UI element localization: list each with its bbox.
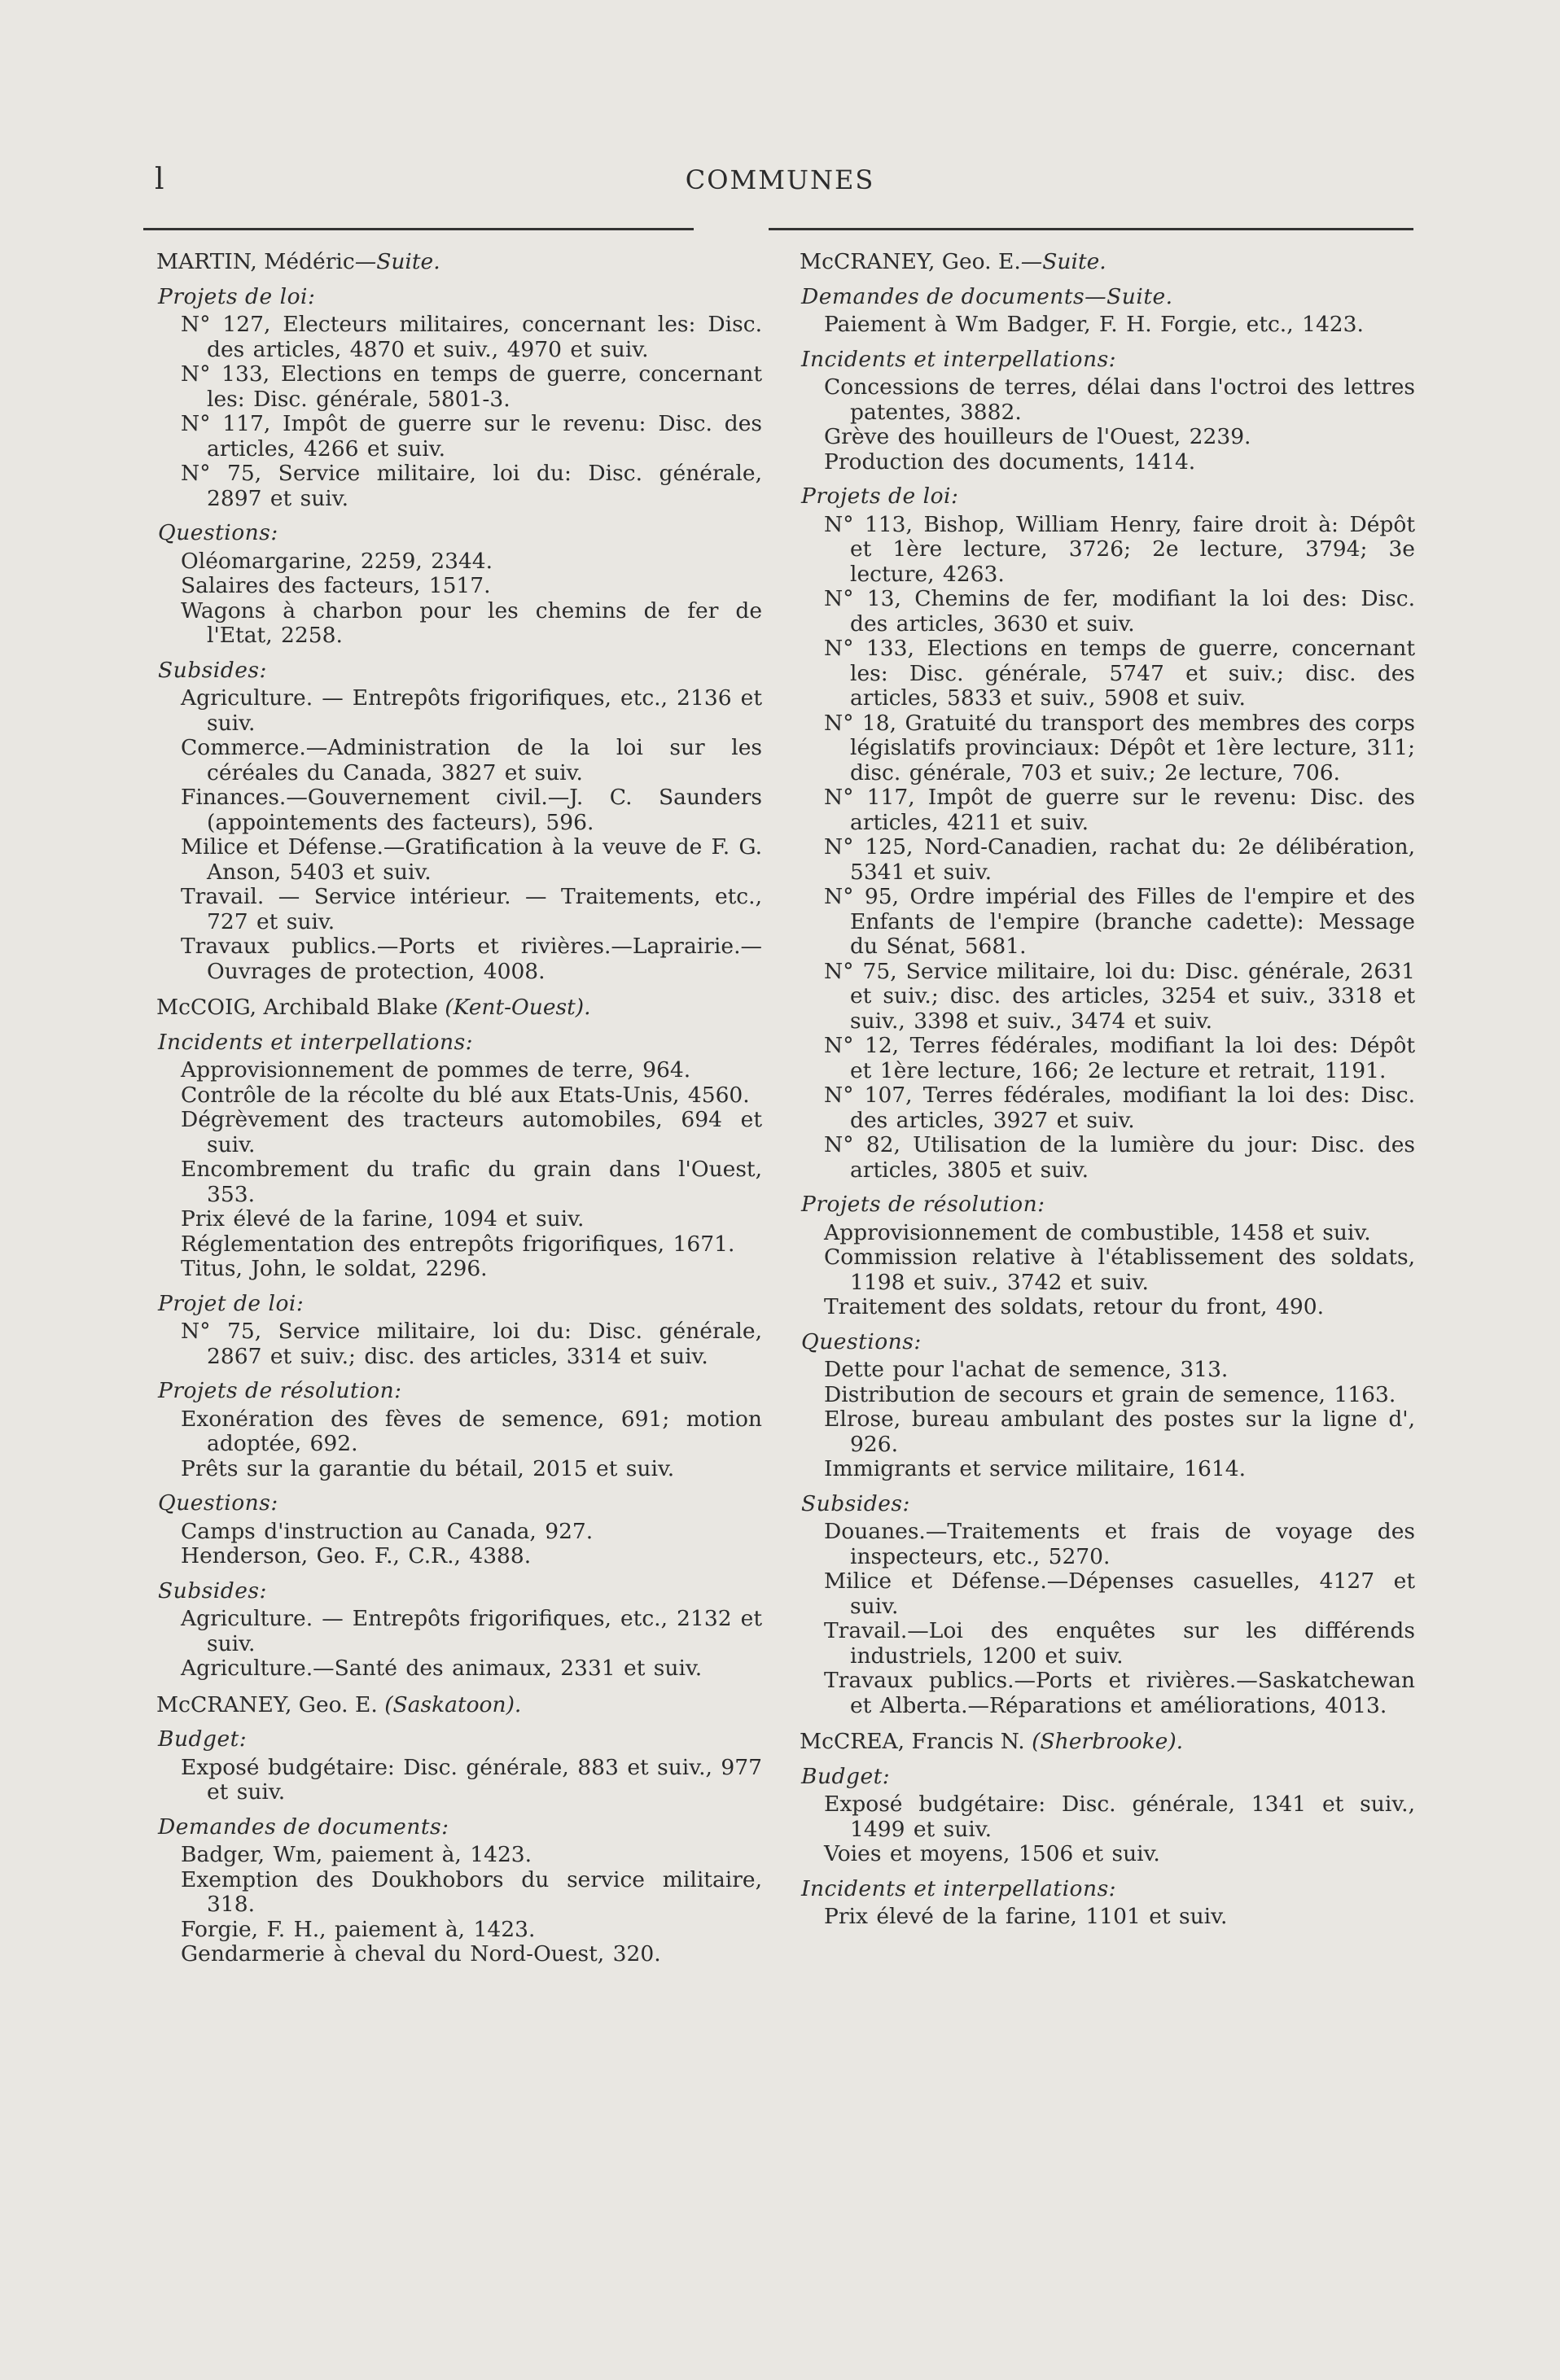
riding-name: (Saskatoon). bbox=[384, 1691, 522, 1717]
section-title: Projets de résolution: bbox=[158, 1378, 402, 1403]
index-item: N° 133, Elections en temps de guerre, concernant les: Disc. générale, 5801-3. bbox=[181, 361, 762, 412]
header-rule-left bbox=[143, 228, 694, 230]
index-item: Dégrèvement des tracteurs automobiles, 694 et suiv. bbox=[181, 1107, 762, 1157]
index-item: Gendarmerie à cheval du Nord-Ouest, 320. bbox=[181, 1941, 661, 1967]
index-section bbox=[796, 285, 1415, 338]
section-title: Demandes de documents: bbox=[158, 1813, 449, 1840]
index-item: Distribution de secours et grain de semence, 1163. bbox=[824, 1381, 1396, 1407]
index-item: Salaires des facteurs, 1517. bbox=[181, 573, 491, 598]
member-name: McCRANEY, Geo. E. bbox=[156, 1691, 378, 1717]
entry-heading bbox=[153, 250, 762, 275]
index-item: Contrôle de la récolte du blé aux Etats-Unis, 4560. bbox=[181, 1082, 750, 1108]
index-item: Approvisionnement de pommes de terre, 964. bbox=[181, 1057, 691, 1083]
index-item: Oléomargarine, 2259, 2344. bbox=[181, 548, 493, 574]
index-item: N° 18, Gratuité du transport des membres des corps législatifs provinciaux: Dépôt et 1ère lecture, 311; disc. générale, 703 et suiv.; 2e lecture, 706. bbox=[824, 710, 1415, 785]
member-name: McCOIG, Archibald Blake bbox=[156, 995, 438, 1020]
index-item: N° 12, Terres fédérales, modifiant la loi des: Dépôt et 1ère lecture, 166; 2e lecture et retrait, 1191. bbox=[824, 1033, 1415, 1083]
index-item: N° 82, Utilisation de la lumière du jour: Disc. des articles, 3805 et suiv. bbox=[824, 1132, 1415, 1183]
index-item: Henderson, Geo. F., C.R., 4388. bbox=[181, 1543, 532, 1568]
section-title: Questions: bbox=[158, 520, 278, 545]
index-item: Exonération des fèves de semence, 691; motion adoptée, 692. bbox=[181, 1406, 762, 1456]
section-title: Questions: bbox=[158, 1490, 278, 1516]
running-header: COMMUNES bbox=[685, 164, 875, 195]
index-section bbox=[796, 484, 1415, 1183]
entry-heading bbox=[796, 1730, 1415, 1755]
index-item: Wagons à charbon pour les chemins de fer de l'Etat, 2258. bbox=[181, 597, 762, 648]
index-item: Voies et moyens, 1506 et suiv. bbox=[824, 1841, 1160, 1866]
member-name: McCRANEY, Geo. E. bbox=[800, 249, 1021, 274]
index-item: Traitement des soldats, retour du front, 490. bbox=[824, 1294, 1325, 1319]
index-item: Production des documents, 1414. bbox=[824, 448, 1196, 475]
index-item: Douanes.—Traitements et frais de voyage des inspecteurs, etc., 5270. bbox=[824, 1519, 1415, 1569]
index-item: N° 75, Service militaire, loi du: Disc. générale, 2631 et suiv.; disc. des articles, 3254 et suiv., 3318 et suiv., 3398 et suiv., 3474 et suiv. bbox=[824, 958, 1415, 1034]
index-item: Travail. — Service intérieur. — Traitements, etc., 727 et suiv. bbox=[181, 884, 762, 934]
index-section bbox=[153, 1815, 762, 1967]
index-item: Titus, John, le soldat, 2296. bbox=[181, 1256, 488, 1281]
index-section bbox=[796, 1330, 1415, 1482]
index-entry bbox=[153, 995, 762, 1682]
index-item: Milice et Défense.—Dépenses casuelles, 4127 et suiv. bbox=[824, 1568, 1415, 1619]
index-item: Agriculture. — Entrepôts frigorifiques, etc., 2136 et suiv. bbox=[181, 685, 762, 736]
index-item: Commerce.—Administration de la loi sur les céréales du Canada, 3827 et suiv. bbox=[181, 735, 762, 785]
index-item: N° 125, Nord-Canadien, rachat du: 2e délibération, 5341 et suiv. bbox=[824, 834, 1415, 885]
index-entry bbox=[153, 1693, 762, 1967]
index-item: N° 113, Bishop, William Henry, faire droit à: Dépôt et 1ère lecture, 3726; 2e lecture, 3794; 3e lecture, 4263. bbox=[824, 511, 1415, 587]
section-title: Incidents et interpellations: bbox=[158, 1029, 474, 1055]
section-title: Questions: bbox=[801, 1328, 922, 1354]
index-entry bbox=[796, 250, 1415, 1718]
index-item: N° 13, Chemins de fer, modifiant la loi des: Disc. des articles, 3630 et suiv. bbox=[824, 586, 1415, 637]
index-section bbox=[153, 1491, 762, 1569]
index-entry bbox=[153, 250, 762, 984]
index-section bbox=[153, 1030, 762, 1282]
section-title: Projets de loi: bbox=[158, 283, 316, 309]
index-item: N° 75, Service militaire, loi du: Disc. générale, 2867 et suiv.; disc. des articles, 3314 et suiv. bbox=[181, 1319, 762, 1369]
section-title: Projet de loi: bbox=[158, 1290, 305, 1316]
index-item: Commission relative à l'établissement des soldats, 1198 et suiv., 3742 et suiv. bbox=[824, 1245, 1415, 1295]
index-section bbox=[153, 521, 762, 649]
index-item: Concessions de terres, délai dans l'octroi des lettres patentes, 3882. bbox=[824, 374, 1415, 425]
index-item: N° 127, Electeurs militaires, concernant les: Disc. des articles, 4870 et suiv., 4970 et suiv. bbox=[181, 312, 762, 362]
index-entry bbox=[796, 1730, 1415, 1930]
section-title: Projets de loi: bbox=[801, 483, 959, 509]
riding-name: (Sherbrooke). bbox=[1032, 1729, 1184, 1754]
index-item: Grève des houilleurs de l'Ouest, 2239. bbox=[824, 424, 1251, 449]
index-item: Réglementation des entrepôts frigorifiques, 1671. bbox=[181, 1231, 735, 1257]
entry-heading bbox=[153, 1693, 762, 1718]
index-section bbox=[796, 348, 1415, 475]
left-column bbox=[153, 248, 762, 1979]
index-section bbox=[153, 1292, 762, 1370]
entry-heading bbox=[796, 250, 1415, 275]
index-item: Exposé budgétaire: Disc. générale, 1341 et suiv., 1499 et suiv. bbox=[824, 1792, 1415, 1842]
right-column bbox=[796, 248, 1415, 1941]
index-item: Exposé budgétaire: Disc. générale, 883 et suiv., 977 et suiv. bbox=[181, 1754, 762, 1805]
index-section bbox=[153, 658, 762, 985]
section-title: Subsides: bbox=[158, 1577, 267, 1603]
index-item: Forgie, F. H., paiement à, 1423. bbox=[181, 1916, 536, 1942]
index-item: Travaux publics.—Ports et rivières.—Laprairie.—Ouvrages de protection, 4008. bbox=[181, 934, 762, 984]
index-item: Camps d'instruction au Canada, 927. bbox=[181, 1518, 594, 1544]
index-section bbox=[796, 1765, 1415, 1867]
riding-name: (Kent-Ouest). bbox=[445, 995, 591, 1020]
section-title: Demandes de documents—Suite. bbox=[801, 283, 1173, 309]
index-section bbox=[796, 1192, 1415, 1320]
index-item: Paiement à Wm Badger, F. H. Forgie, etc., 1423. bbox=[824, 312, 1364, 337]
section-title: Budget: bbox=[158, 1726, 248, 1752]
index-item: N° 133, Elections en temps de guerre, concernant les: Disc. générale, 5747 et suiv.; disc. des articles, 5833 et suiv., 5908 et suiv. bbox=[824, 636, 1415, 711]
index-section bbox=[153, 1579, 762, 1682]
index-item: N° 117, Impôt de guerre sur le revenu: Disc. des articles, 4211 et suiv. bbox=[824, 785, 1415, 835]
index-section bbox=[153, 1727, 762, 1805]
index-section bbox=[796, 1492, 1415, 1719]
index-item: N° 117, Impôt de guerre sur le revenu: Disc. des articles, 4266 et suiv. bbox=[181, 411, 762, 462]
member-name: McCREA, Francis N. bbox=[800, 1729, 1025, 1754]
index-item: Elrose, bureau ambulant des postes sur la ligne d', 926. bbox=[824, 1407, 1415, 1457]
index-item: N° 75, Service militaire, loi du: Disc. générale, 2897 et suiv. bbox=[181, 461, 762, 511]
index-item: Agriculture. — Entrepôts frigorifiques, etc., 2132 et suiv. bbox=[181, 1606, 762, 1656]
index-item: N° 95, Ordre impérial des Filles de l'empire et des Enfants de l'empire (branche cadette): Message du Sénat, 5681. bbox=[824, 884, 1415, 959]
index-section bbox=[153, 1379, 762, 1481]
section-title: Incidents et interpellations: bbox=[801, 346, 1117, 372]
index-section bbox=[796, 1877, 1415, 1930]
continuation-marker: —Suite. bbox=[354, 249, 440, 274]
section-title: Subsides: bbox=[158, 657, 267, 683]
index-item: Finances.—Gouvernement civil.—J. C. Saunders (appointements des facteurs), 596. bbox=[181, 785, 762, 835]
section-title: Projets de résolution: bbox=[801, 1192, 1045, 1217]
header-rule-right bbox=[769, 228, 1413, 230]
index-section bbox=[153, 285, 762, 512]
page-number: l bbox=[155, 163, 164, 196]
index-item: Prix élevé de la farine, 1094 et suiv. bbox=[181, 1206, 585, 1232]
index-item: Travaux publics.—Ports et rivières.—Saskatchewan et Alberta.—Réparations et améliorations, 4013. bbox=[824, 1668, 1415, 1718]
section-title: Incidents et interpellations: bbox=[801, 1875, 1117, 1901]
index-item: Travail.—Loi des enquêtes sur les différends industriels, 1200 et suiv. bbox=[824, 1618, 1415, 1669]
index-item: Badger, Wm, paiement à, 1423. bbox=[181, 1842, 532, 1867]
index-item: Prix élevé de la farine, 1101 et suiv. bbox=[824, 1904, 1228, 1929]
index-item: N° 107, Terres fédérales, modifiant la loi des: Disc. des articles, 3927 et suiv. bbox=[824, 1083, 1415, 1133]
section-title: Budget: bbox=[801, 1763, 891, 1789]
continuation-marker: —Suite. bbox=[1020, 249, 1106, 274]
entry-heading bbox=[153, 995, 762, 1021]
index-item: Exemption des Doukhobors du service militaire, 318. bbox=[181, 1866, 762, 1917]
index-item: Prêts sur la garantie du bétail, 2015 et suiv. bbox=[181, 1455, 675, 1481]
index-item: Dette pour l'achat de semence, 313. bbox=[824, 1357, 1229, 1382]
index-item: Approvisionnement de combustible, 1458 et suiv. bbox=[824, 1219, 1371, 1245]
index-item: Milice et Défense.—Gratification à la veuve de F. G. Anson, 5403 et suiv. bbox=[181, 834, 762, 885]
member-name: MARTIN, Médéric bbox=[156, 249, 355, 274]
index-item: Agriculture.—Santé des animaux, 2331 et suiv. bbox=[181, 1656, 703, 1681]
index-item: Immigrants et service militaire, 1614. bbox=[824, 1456, 1247, 1481]
section-title: Subsides: bbox=[801, 1490, 910, 1516]
index-item: Encombrement du trafic du grain dans l'Ouest, 353. bbox=[181, 1157, 762, 1207]
